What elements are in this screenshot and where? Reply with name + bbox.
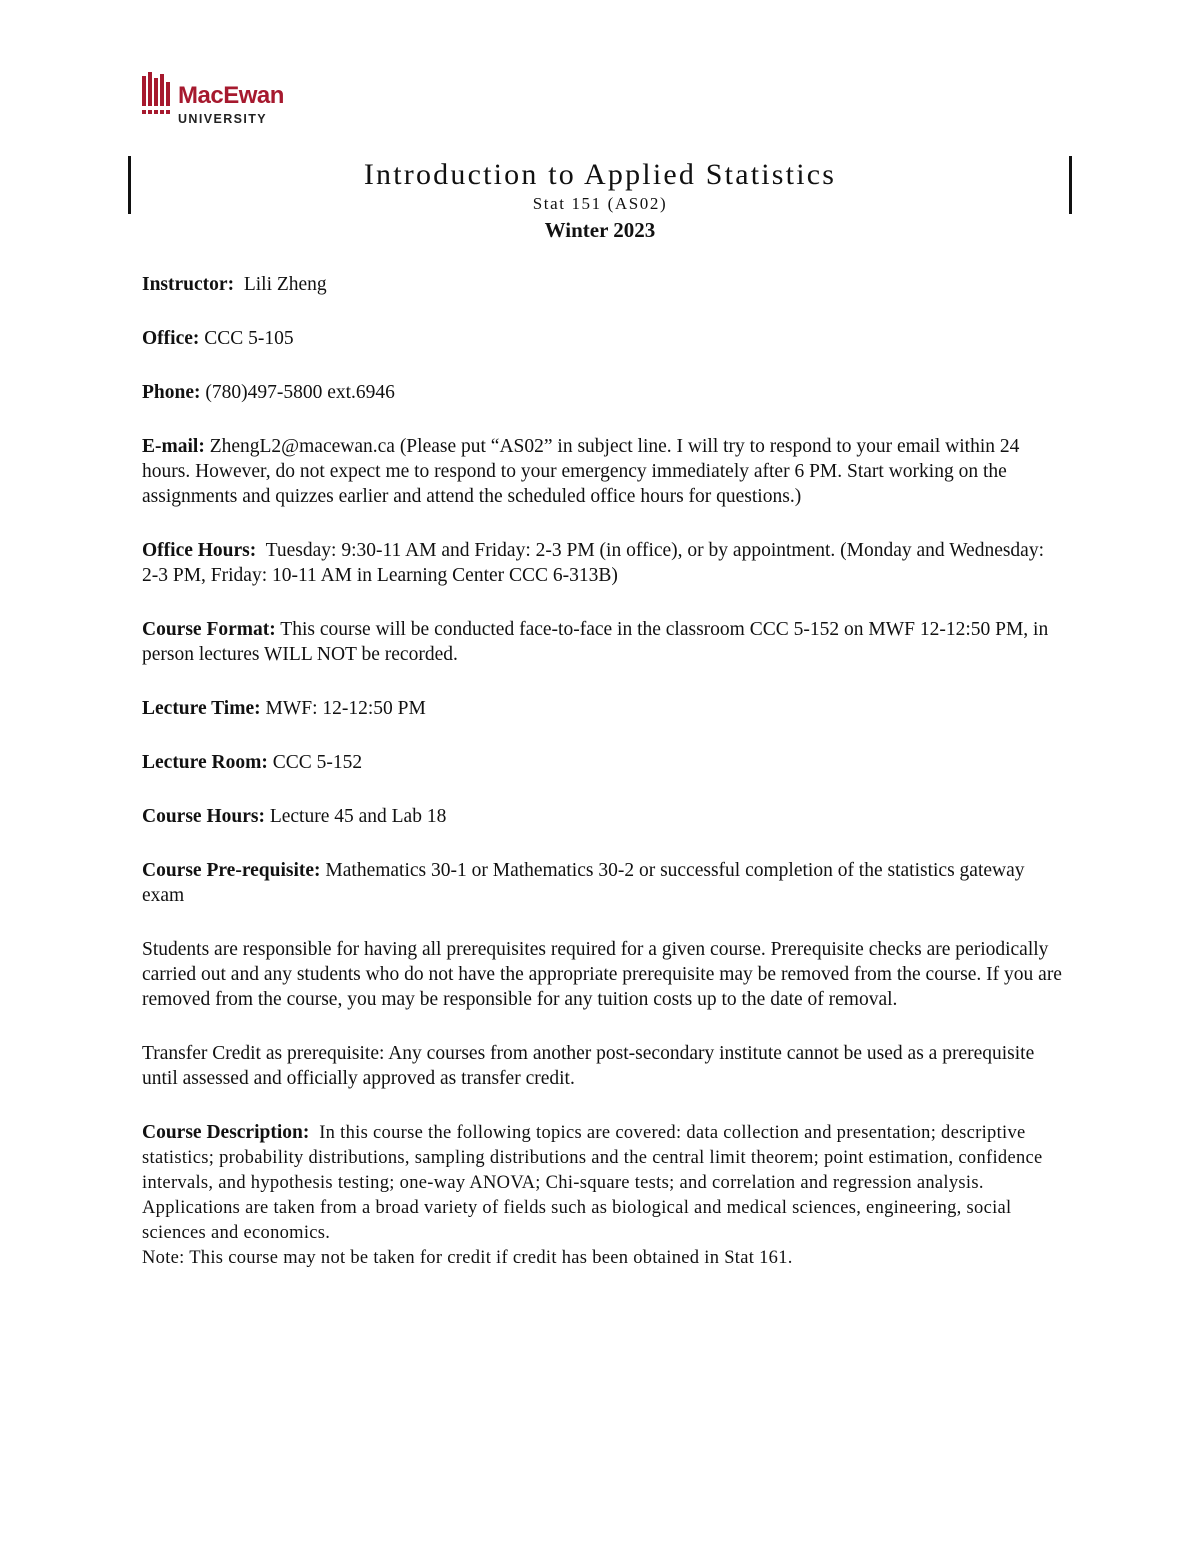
transfer-credit-paragraph: Transfer Credit as prerequisite: Any courses from another post-secondary institute cannot be used as a prerequisite until assessed and officially approved as transfer credit. <box>142 1043 1035 1089</box>
lecture-room-line <box>142 750 1062 775</box>
email-value: ZhengL2@macewan.ca (Please put “AS02” in subject line. I will try to respond to your email within 24 hours. However, do not expect me to respond to your emergency immediately after 6 PM. Start working on the assignments and quizzes earlier and attend the scheduled office hours for questions.) <box>142 436 1020 507</box>
office-label: Office: <box>142 328 200 349</box>
instructor-line <box>142 272 1062 297</box>
course-format-value: This course will be conducted face-to-face in the classroom CCC 5-152 on MWF 12-12:50 PM, in person lectures WILL NOT be recorded. <box>142 619 1049 665</box>
prerequisite-policy-paragraph: Students are responsible for having all prerequisites required for a given course. Prerequisite checks are periodically carried out and any students who do not have the appropriate prerequisite may be removed from the course. If you are removed from the course, you may be responsible for any tuition costs up to the date of removal. <box>142 939 1062 1010</box>
course-format-label: Course Format: <box>142 619 276 640</box>
lecture-time-label: Lecture Time: <box>142 698 261 719</box>
course-format-line <box>142 617 1062 667</box>
prerequisite-line <box>142 858 1062 908</box>
course-description-label: Course Description: <box>142 1122 310 1143</box>
email-label: E-mail: <box>142 436 205 457</box>
lecture-time-line <box>142 696 1062 721</box>
macewan-logo-mark-icon <box>142 72 174 116</box>
logo-subtitle: UNIVERSITY <box>178 112 268 126</box>
document-title: Introduction to Applied Statistics <box>363 158 837 191</box>
phone-value: (780)497-5800 ext.6946 <box>205 382 395 403</box>
office-hours-value: Tuesday: 9:30-11 AM and Friday: 2-3 PM (in office), or by appointment. (Monday and Wednesday: 2-3 PM, Friday: 10-11 AM in Learning Center CCC 6-313B) <box>142 540 1045 586</box>
prerequisite-label: Course Pre-requisite: <box>142 860 321 881</box>
course-hours-line <box>142 804 1062 829</box>
lecture-time-value: MWF: 12-12:50 PM <box>265 698 426 719</box>
office-hours-label: Office Hours: <box>142 540 257 561</box>
office-line <box>142 326 1062 351</box>
course-description <box>142 1120 1062 1246</box>
email-line <box>142 434 1062 509</box>
logo-wordmark: MacEwan <box>178 82 284 109</box>
course-term: Winter 2023 <box>544 218 656 242</box>
phone-line <box>142 380 1062 405</box>
course-code: Stat 151 (AS02) <box>532 194 668 213</box>
syllabus-body <box>142 272 1062 1271</box>
instructor-label: Instructor: <box>142 274 235 295</box>
course-hours-label: Course Hours: <box>142 806 265 827</box>
course-description-note: Note: This course may not be taken for credit if credit has been obtained in Stat 161. <box>142 1248 793 1268</box>
phone-label: Phone: <box>142 382 201 403</box>
instructor-value: Lili Zheng <box>243 274 327 295</box>
office-value: CCC 5-105 <box>204 328 294 349</box>
prerequisite-value: Mathematics 30-1 or Mathematics 30-2 or successful completion of the statistics gateway exam <box>142 860 1025 906</box>
course-hours-value: Lecture 45 and Lab 18 <box>269 806 447 827</box>
lecture-room-value: CCC 5-152 <box>272 752 363 773</box>
course-description-value: In this course the following topics are covered: data collection and presentation; descriptive statistics; probability distributions, sampling distributions and the central limit theorem; point estimation, confidence intervals, and hypothesis testing; one-way ANOVA; Chi-square tests; and correlation and regression analysis. Applications are taken from a broad variety of fields such as biological and medical sciences, engineering, social sciences and economics. <box>142 1123 1043 1243</box>
macewan-logo <box>142 72 312 132</box>
office-hours-line <box>142 538 1062 588</box>
lecture-room-label: Lecture Room: <box>142 752 268 773</box>
